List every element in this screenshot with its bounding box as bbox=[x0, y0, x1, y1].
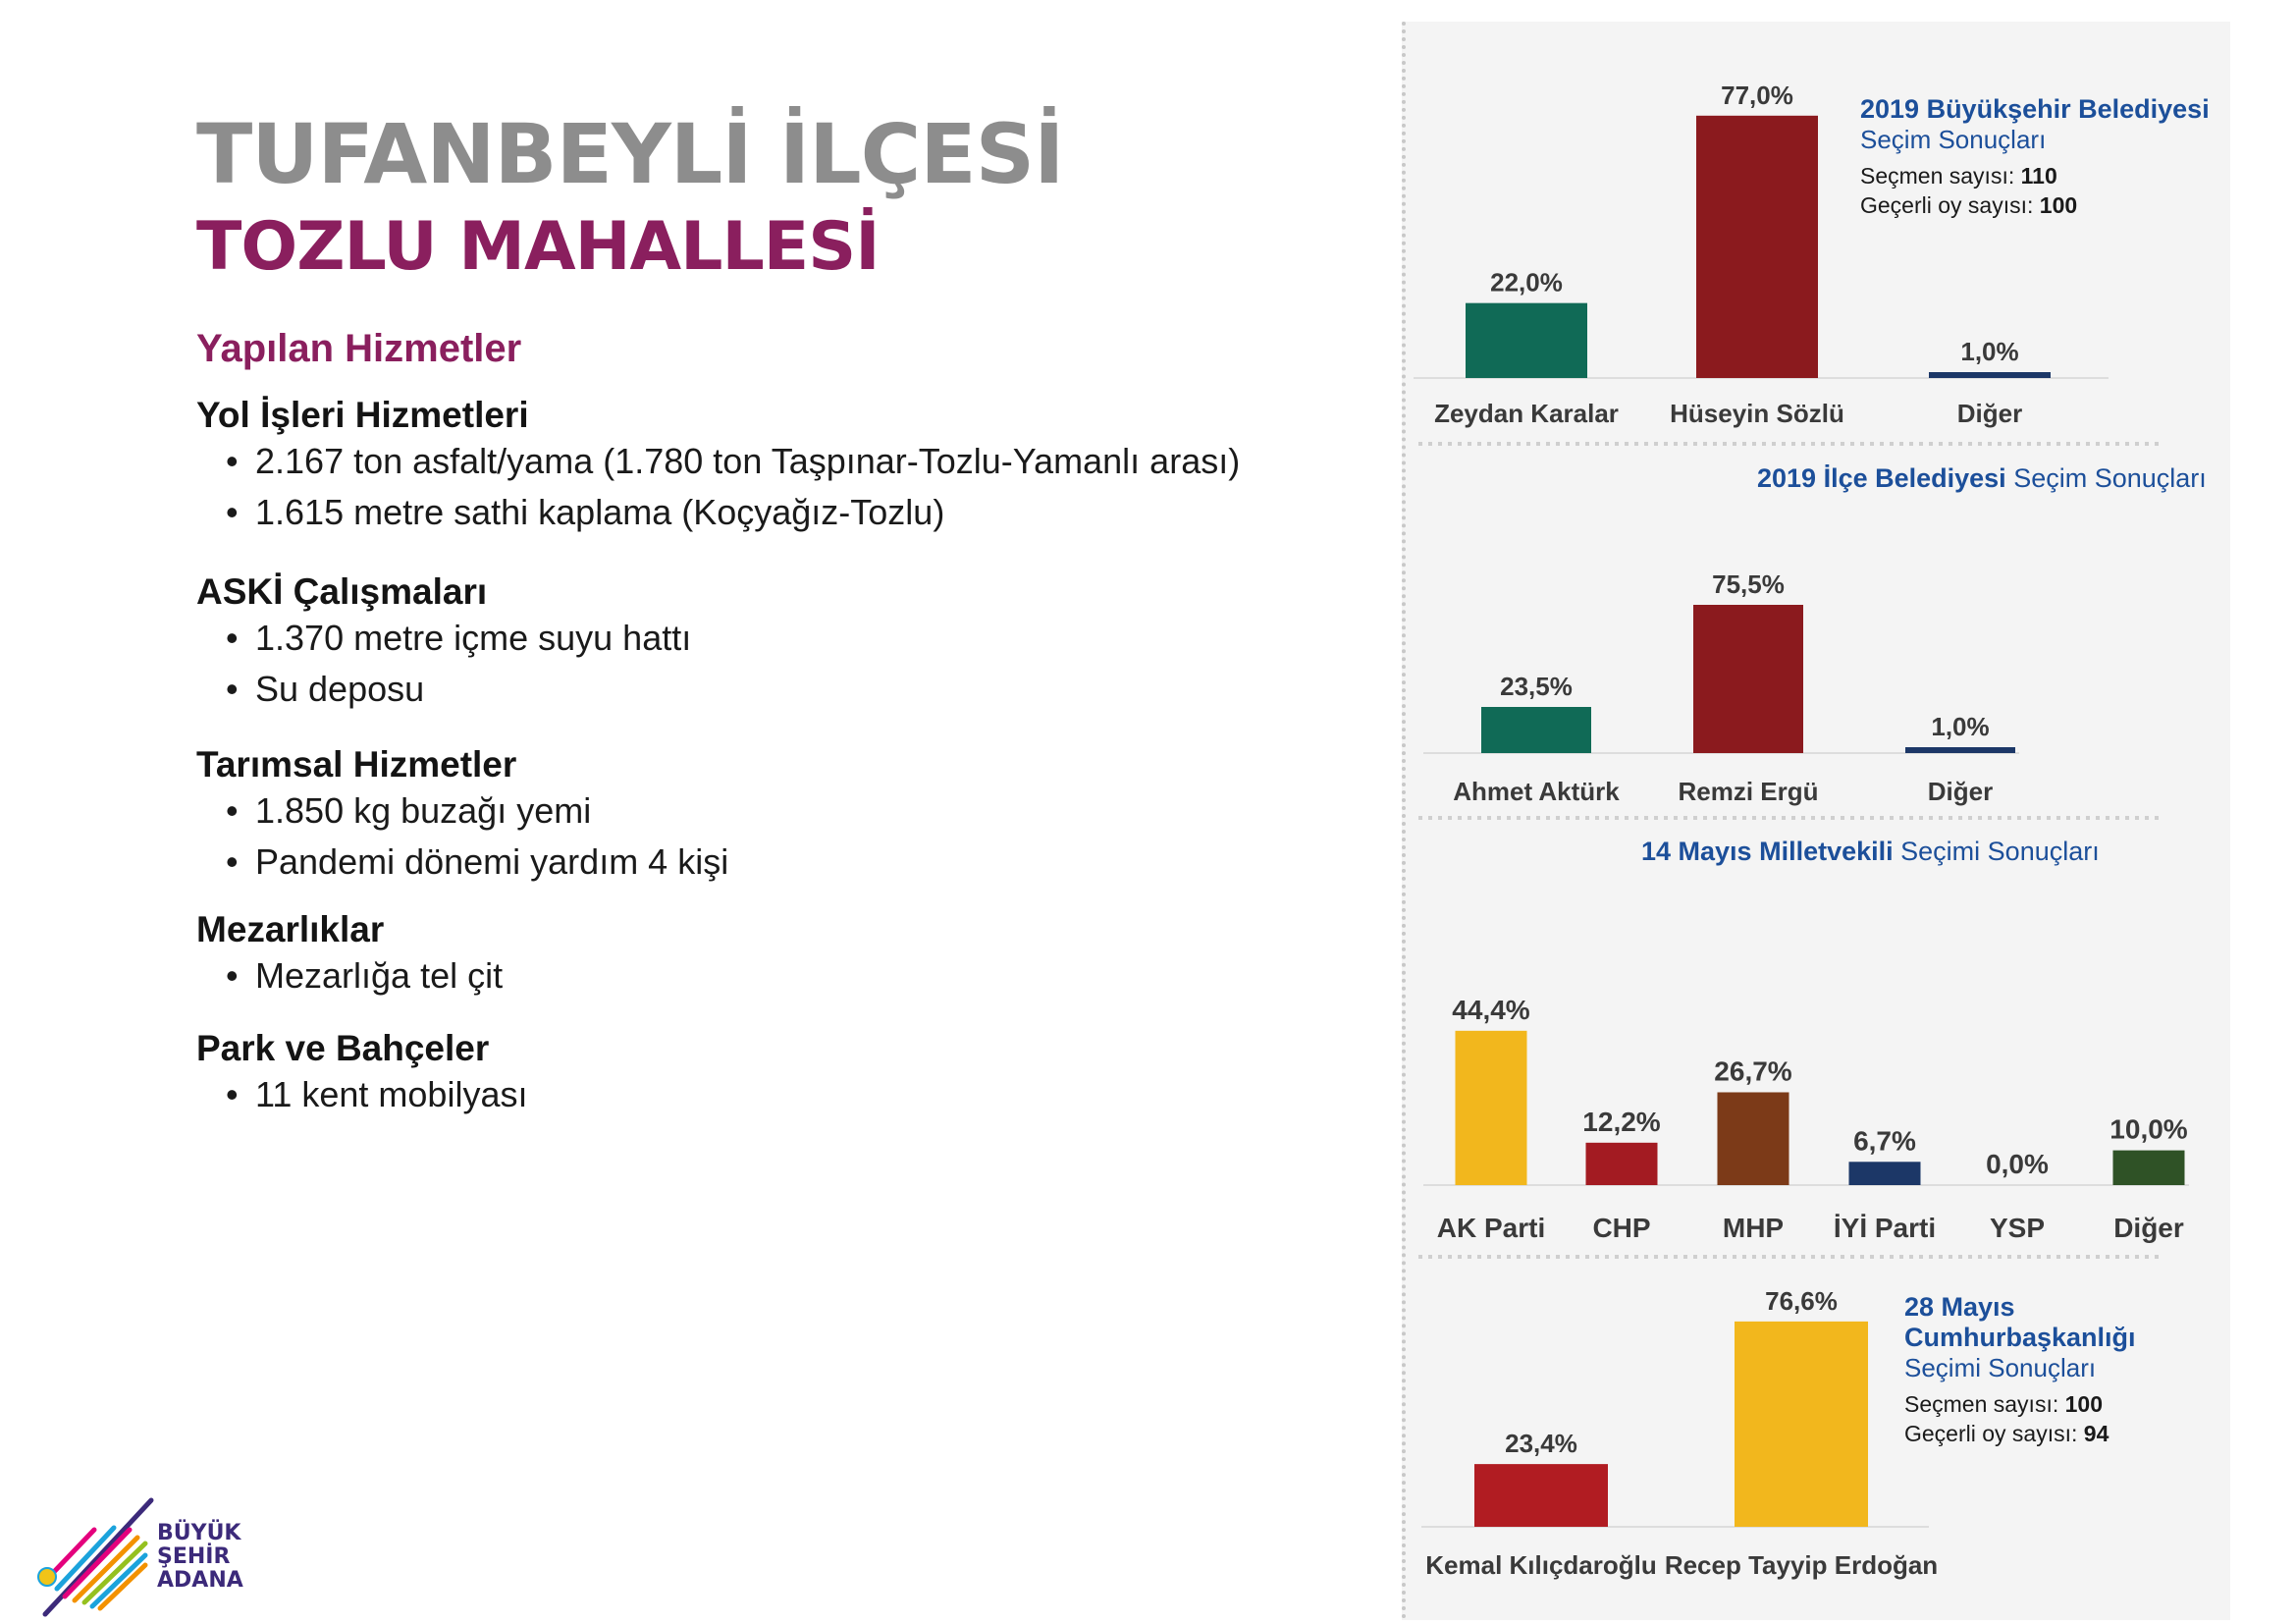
neighborhood-title: TOZLU MAHALLESİ bbox=[196, 208, 880, 286]
chart1-bar bbox=[1929, 372, 2051, 378]
chart4-title: 28 Mayıs Cumhurbaşkanlığı bbox=[1904, 1292, 2136, 1352]
list-item: • 1.850 kg buzağı yemi bbox=[226, 785, 728, 837]
chart1-title: 2019 Büyükşehir Belediyesi bbox=[1860, 94, 2210, 124]
chart3-category-label: Diğer bbox=[2113, 1213, 2184, 1243]
list-item: • 1.615 metre sathi kaplama (Koçyağız-Tozlu) bbox=[226, 487, 1240, 538]
chart4-subtitle: Seçimi Sonuçları bbox=[1904, 1353, 2097, 1382]
list-item: • 2.167 ton asfalt/yama (1.780 ton Taşpınar-Tozlu-Yamanlı arası) bbox=[226, 436, 1240, 487]
section-title: Park ve Bahçeler bbox=[196, 1028, 490, 1068]
chart1-bar bbox=[1696, 116, 1818, 378]
chart2-value-label: 75,5% bbox=[1712, 569, 1785, 599]
chart2-bar bbox=[1693, 605, 1803, 753]
chart3-value-label: 0,0% bbox=[1986, 1149, 2049, 1179]
chart1-subtitle: Seçim Sonuçları bbox=[1860, 125, 2047, 154]
chart4-bar bbox=[1474, 1464, 1608, 1527]
services-heading: Yapılan Hizmetler bbox=[196, 327, 522, 370]
chart3-category-label: AK Parti bbox=[1436, 1213, 1546, 1243]
list-item: • 11 kent mobilyası bbox=[226, 1069, 527, 1120]
chart3-category-label: MHP bbox=[1722, 1213, 1785, 1243]
list-item: • 1.370 metre içme suyu hattı bbox=[226, 613, 691, 664]
chart1-category-label: Zeydan Karalar bbox=[1434, 399, 1619, 428]
chart3-bar bbox=[2113, 1151, 2185, 1185]
chart3-bar bbox=[1849, 1162, 1921, 1185]
list-item: • Mezarlığa tel çit bbox=[226, 950, 503, 1001]
chart2-category-label: Remzi Ergü bbox=[1678, 777, 1819, 806]
chart1-valid: Geçerli oy sayısı: 100 bbox=[1860, 192, 2078, 218]
chart2-bar bbox=[1481, 707, 1591, 753]
chart3-value-label: 44,4% bbox=[1452, 994, 1530, 1025]
chart3-bar bbox=[1586, 1143, 1658, 1185]
district-title: TUFANBEYLİ İLÇESİ bbox=[196, 106, 1064, 202]
chart4-value-label: 76,6% bbox=[1765, 1285, 1838, 1316]
chart1-value-label: 22,0% bbox=[1490, 267, 1563, 298]
chart3-category-label: YSP bbox=[1989, 1213, 2046, 1243]
list-item: • Pandemi dönemi yardım 4 kişi bbox=[226, 837, 728, 888]
chart3-bar bbox=[1718, 1092, 1789, 1185]
chart1-voters: Seçmen sayısı: 110 bbox=[1860, 163, 2057, 189]
chart4-value-label: 23,4% bbox=[1505, 1429, 1577, 1459]
chart3-value-label: 12,2% bbox=[1582, 1106, 1661, 1137]
chart3-value-label: 26,7% bbox=[1714, 1056, 1792, 1087]
list-item: • Su deposu bbox=[226, 664, 691, 715]
chart3-value-label: 10,0% bbox=[2109, 1113, 2188, 1145]
section-title: ASKİ Çalışmaları bbox=[196, 571, 488, 612]
chart2-value-label: 1,0% bbox=[1931, 712, 1990, 741]
chart3-category-label: İYİ Parti bbox=[1833, 1213, 1937, 1243]
logo-line: ADANA bbox=[157, 1568, 243, 1593]
chart4-category-label: Recep Tayyip Erdoğan bbox=[1664, 1550, 1939, 1580]
section-title: Mezarlıklar bbox=[196, 909, 385, 949]
chart2-value-label: 23,5% bbox=[1500, 672, 1573, 701]
section-title: Yol İşleri Hizmetleri bbox=[196, 395, 529, 435]
chart1-category-label: Hüseyin Sözlü bbox=[1670, 399, 1844, 428]
chart1-bar bbox=[1466, 303, 1587, 378]
chart1-category-label: Diğer bbox=[1956, 399, 2023, 428]
chart3-bar bbox=[1456, 1031, 1527, 1185]
chart2-title: 2019 İlçe Belediyesi Seçim Sonuçları bbox=[1757, 463, 2207, 493]
section-title: Tarımsal Hizmetler bbox=[196, 744, 517, 785]
chart4-bar bbox=[1735, 1322, 1868, 1527]
chart3-category-label: CHP bbox=[1592, 1213, 1651, 1243]
chart1-value-label: 1,0% bbox=[1960, 337, 2019, 366]
chart2-category-label: Diğer bbox=[1927, 777, 1994, 806]
chart1-value-label: 77,0% bbox=[1721, 80, 1793, 110]
chart2-category-label: Ahmet Aktürk bbox=[1453, 777, 1620, 806]
chart3-title: 14 Mayıs Milletvekili Seçimi Sonuçları bbox=[1641, 837, 2100, 866]
chart3-value-label: 6,7% bbox=[1853, 1125, 1916, 1157]
logo-line: ŞEHİR bbox=[157, 1544, 231, 1569]
chart4-valid: Geçerli oy sayısı: 94 bbox=[1904, 1421, 2109, 1446]
chart4-voters: Seçmen sayısı: 100 bbox=[1904, 1391, 2103, 1417]
chart2-bar bbox=[1905, 747, 2015, 753]
logo-line: BÜYÜK bbox=[157, 1521, 241, 1545]
chart4-category-label: Kemal Kılıçdaroğlu bbox=[1425, 1550, 1657, 1580]
